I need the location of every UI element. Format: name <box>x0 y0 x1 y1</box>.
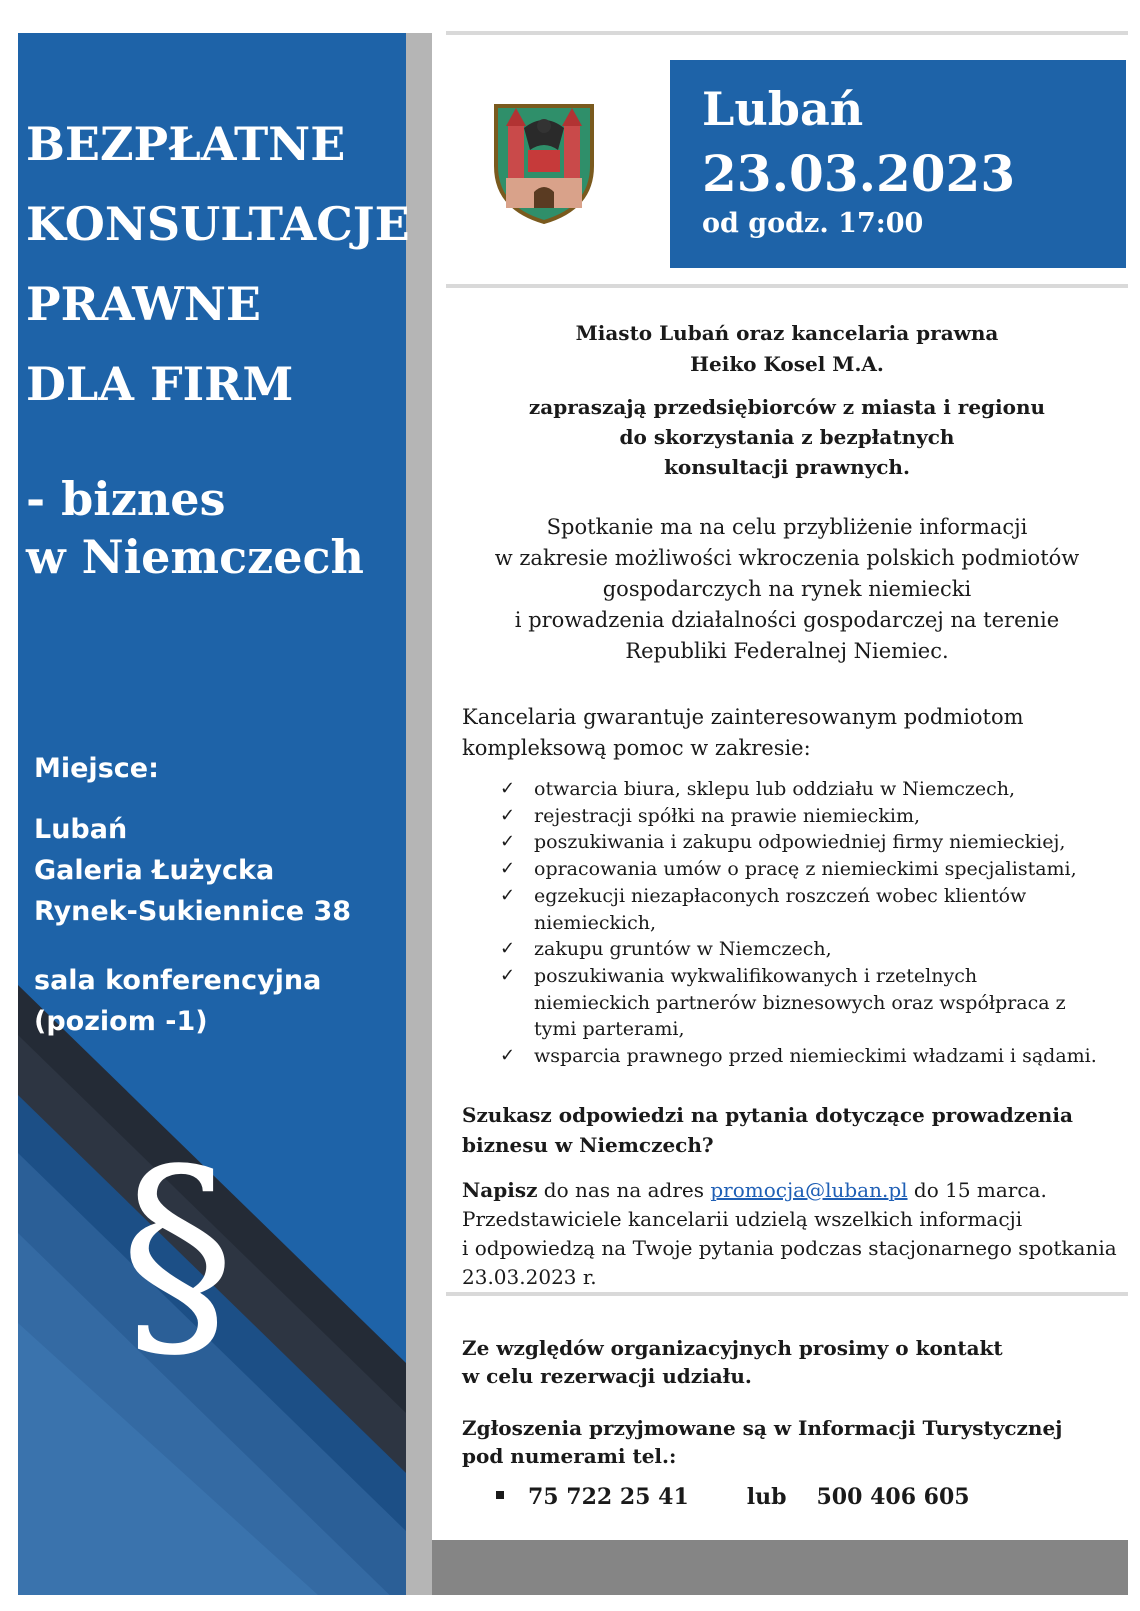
organizational-line: w celu rezerwacji udziału. <box>462 1364 752 1388</box>
invitation-line: zapraszają przedsiębiorców z miasta i regionu <box>528 395 1046 419</box>
grey-divider-bar <box>406 33 432 1595</box>
title-line: BEZPŁATNE <box>26 117 346 171</box>
contact-line: Przedstawiciele kancelarii udzielą wszelkich informacji <box>462 1207 1023 1231</box>
contact-rule <box>446 1292 1128 1296</box>
room-line: (poziom -1) <box>34 1006 208 1037</box>
invitation-text <box>446 392 1128 482</box>
phone-separator: lub <box>746 1484 787 1510</box>
checkmark-icon: ✓ <box>500 831 516 853</box>
notifications-line: Zgłoszenia przyjmowane są w Informacji Turystycznej <box>462 1416 1063 1440</box>
description-line: Republiki Federalnej Niemiec. <box>625 639 949 663</box>
event-city: Lubań <box>702 82 864 136</box>
top-rule <box>446 31 1128 35</box>
checkmark-icon: ✓ <box>500 884 516 906</box>
checkmark-icon: ✓ <box>500 778 516 799</box>
event-date-box <box>670 60 1126 268</box>
contact-line: 23.03.2023 r. <box>462 1265 597 1289</box>
question-text <box>462 1100 1073 1160</box>
description-line: w zakresie możliwości wkroczenia polskich podmiotów <box>494 546 1080 570</box>
checkmark-icon: ✓ <box>500 858 516 880</box>
organizational-line: Ze względów organizacyjnych prosimy o kontakt <box>462 1336 1003 1360</box>
location-label: Miejsce: <box>34 753 159 784</box>
list-item: ✓ egzekucji niezapłaconych roszczeń wobec klientów niemieckich, <box>500 884 1027 934</box>
event-date: 23.03.2023 <box>702 144 1016 203</box>
question-line: biznesu w Niemczech? <box>462 1133 714 1157</box>
guarantee-line: Kancelaria gwarantuje zainteresowanym podmiotom <box>462 705 1024 729</box>
list-item: ✓ wsparcia prawnego przed niemieckimi władzami i sądami. <box>500 1043 1097 1070</box>
phone-number-1[interactable]: 75 722 25 41 <box>528 1484 689 1510</box>
organizers-line: Heiko Kosel M.A. <box>690 352 884 376</box>
poster-subtitle <box>26 470 364 586</box>
email-link[interactable]: promocja@luban.pl <box>710 1178 908 1202</box>
description-line: i prowadzenia działalności gospodarczej na terenie <box>514 608 1060 632</box>
list-item: ✓ zakupu gruntów w Niemczech, <box>500 936 1097 963</box>
list-item: ✓ rejestracji spółki na prawie niemieckim, <box>500 803 1097 830</box>
guarantee-text <box>462 702 1024 764</box>
checkmark-icon: ✓ <box>500 804 516 826</box>
list-item: ✓ opracowania umów o pracę z niemieckimi specjalistami, <box>500 856 1097 883</box>
write-lead: Napisz <box>462 1178 538 1202</box>
bullet-icon <box>496 1491 504 1499</box>
poster-title <box>26 104 410 424</box>
invitation-line: do skorzystania z bezpłatnych <box>619 425 955 449</box>
title-line: DLA FIRM <box>26 357 294 411</box>
location-line: Rynek-Sukiennice 38 <box>34 896 352 927</box>
contact-line: i odpowiedzą na Twoje pytania podczas stacjonarnego spotkania <box>462 1236 1117 1260</box>
organizational-text <box>462 1334 1003 1390</box>
description-line: gospodarczych na rynek niemiecki <box>602 577 972 601</box>
phone-number-2[interactable]: 500 406 605 <box>816 1484 970 1510</box>
phone-numbers <box>496 1484 970 1510</box>
header-rule <box>446 284 1128 288</box>
title-line: KONSULTACJE <box>26 197 410 251</box>
event-location <box>34 748 351 1042</box>
checkmark-icon: ✓ <box>500 1045 516 1067</box>
organizers-line: Miasto Lubań oraz kancelaria prawna <box>575 321 999 345</box>
contact-text: Napisz do nas na adres promocja@luban.pl do 15 marca. Przedstawiciele kancelarii udzielą wszelkich informacji i odpowiedzą na Twoje pytania podczas stacjonarnego spotkania 23.03.2023 r. <box>462 1176 1117 1292</box>
list-item: ✓ poszukiwania wykwalifikowanych i rzetelnych niemieckich partnerów biznesowych oraz współpraca z tymi parterami, <box>500 964 1066 1041</box>
checkmark-icon: ✓ <box>500 938 516 960</box>
guarantee-line: kompleksową pomoc w zakresie: <box>462 736 811 760</box>
paragraph-symbol-icon: § <box>120 1121 235 1388</box>
location-line: Lubań <box>34 814 128 845</box>
title-line: PRAWNE <box>26 277 261 331</box>
list-item: ✓ otwarcia biura, sklepu lub oddziału w Niemczech, <box>500 776 1097 803</box>
notifications-text <box>462 1414 1062 1470</box>
description-line: Spotkanie ma na celu przybliżenie informacji <box>546 515 1028 539</box>
city-coat-of-arms-icon <box>488 100 600 228</box>
event-time: od godz. 17:00 <box>702 208 924 239</box>
bottom-grey-bar <box>432 1540 1128 1595</box>
subtitle-line: w Niemczech <box>26 530 364 584</box>
room-line: sala konferencyjna <box>34 965 322 996</box>
location-line: Galeria Łużycka <box>34 855 275 886</box>
subtitle-line: - biznes <box>26 472 226 526</box>
notifications-line: pod numerami tel.: <box>462 1444 677 1468</box>
description-text <box>446 512 1128 667</box>
invitation-line: konsultacji prawnych. <box>664 455 910 479</box>
checkmark-icon: ✓ <box>500 964 516 986</box>
list-item: ✓ poszukiwania i zakupu odpowiedniej firmy niemieckiej, <box>500 829 1097 856</box>
services-list <box>500 776 1097 1070</box>
question-line: Szukasz odpowiedzi na pytania dotyczące prowadzenia <box>462 1103 1073 1127</box>
organizers-text <box>446 318 1128 380</box>
